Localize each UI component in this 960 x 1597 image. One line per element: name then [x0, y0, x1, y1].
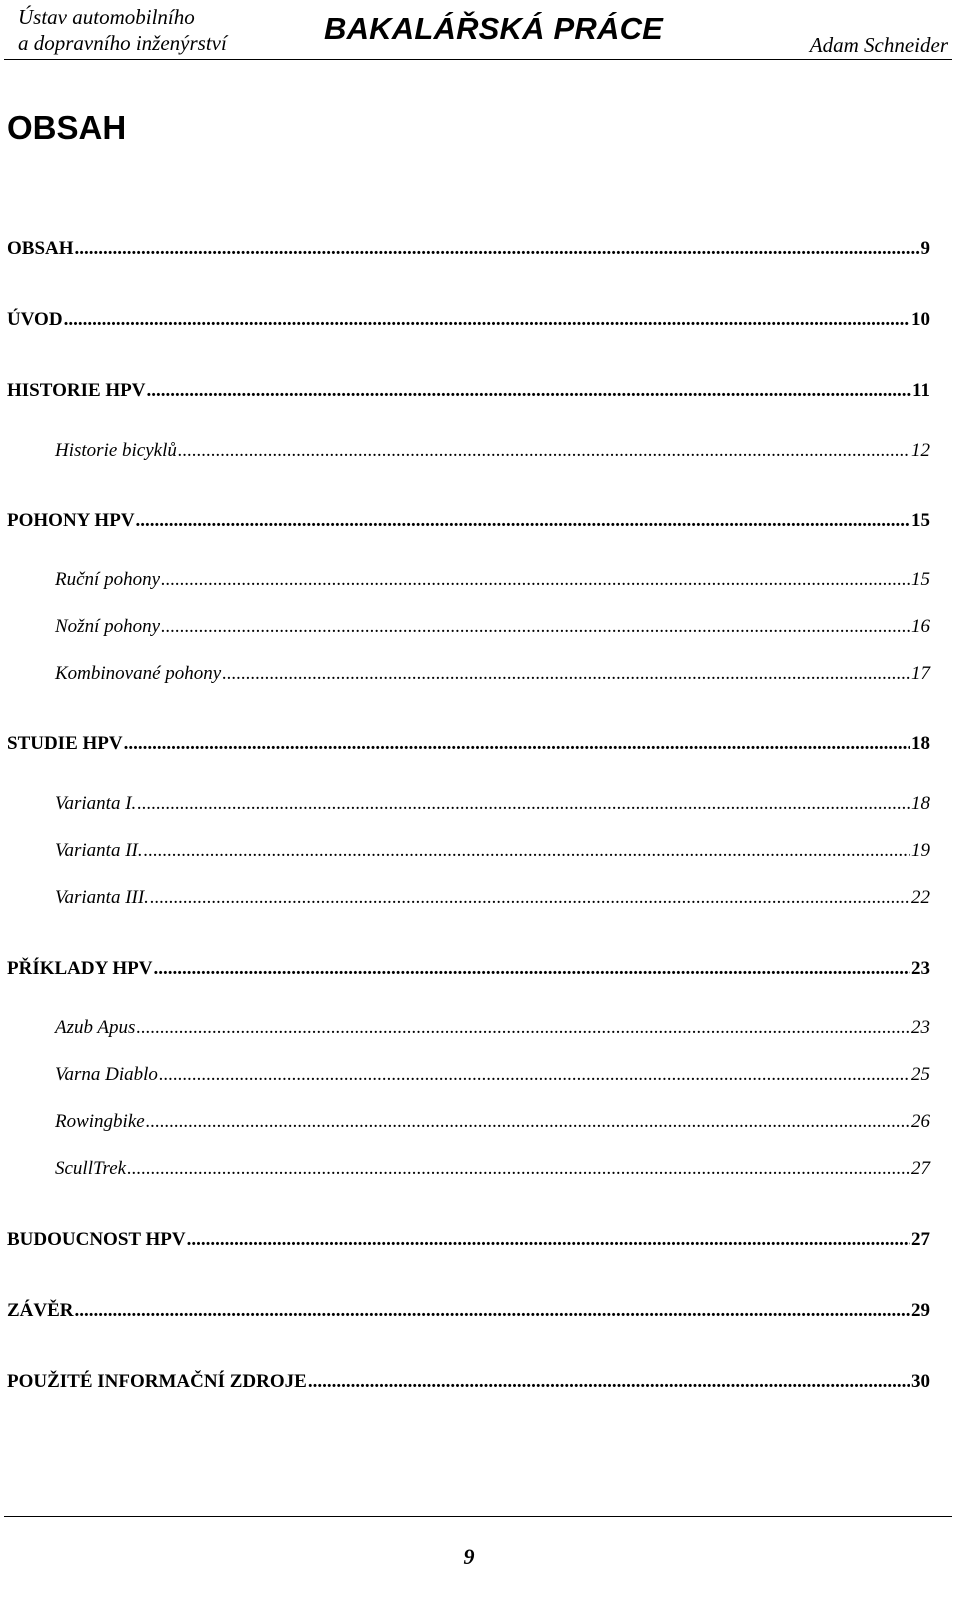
toc-entry-title: Varianta III.	[55, 887, 149, 908]
toc-entry-title: STUDIE HPV	[7, 733, 123, 754]
toc-entry[interactable]	[0, 616, 960, 644]
toc-entry-page: 22	[911, 887, 930, 908]
toc-leader-dots	[150, 887, 910, 909]
author-name: Adam Schneider	[809, 33, 948, 57]
toc-leader-dots	[146, 1111, 910, 1133]
toc-entry-title: ScullTrek	[55, 1158, 127, 1179]
toc-entry[interactable]	[0, 1371, 960, 1399]
toc-entry-title: Nožní pohony	[55, 616, 161, 637]
footer-divider	[4, 1516, 952, 1517]
institute-line-1: Ústav automobilního	[18, 5, 195, 29]
toc-entry[interactable]	[0, 1064, 960, 1092]
toc-entry-title: OBSAH	[7, 238, 74, 259]
toc-entry[interactable]	[0, 440, 960, 468]
toc-leader-dots	[161, 616, 910, 638]
toc-entry[interactable]	[0, 569, 960, 597]
toc-entry[interactable]	[0, 1111, 960, 1139]
toc-entry-title: Varianta II.	[55, 840, 143, 861]
toc-leader-dots	[127, 1158, 910, 1180]
toc-entry-title: ZÁVĚR	[7, 1300, 74, 1321]
page-title: OBSAH	[7, 109, 127, 146]
thesis-type-title: BAKALÁŘSKÁ PRÁCE	[324, 11, 664, 46]
toc-entry-title: Ruční pohony	[55, 569, 161, 590]
toc-leader-dots	[147, 380, 912, 402]
toc-entry-page: 12	[911, 440, 930, 461]
toc-entry-page: 29	[911, 1300, 930, 1321]
toc-entry[interactable]	[0, 238, 960, 266]
toc-leader-dots	[136, 510, 910, 532]
toc-entry[interactable]	[0, 380, 960, 408]
toc-entry-page: 9	[920, 238, 930, 259]
toc-entry[interactable]	[0, 1017, 960, 1045]
toc-entry-page: 25	[911, 1064, 930, 1085]
toc-entry-title: BUDOUCNOST HPV	[7, 1229, 186, 1250]
toc-entry-page: 23	[911, 958, 930, 979]
page-number: 9	[463, 1544, 475, 1569]
toc-entry-page: 27	[911, 1158, 930, 1179]
toc-entry[interactable]	[0, 958, 960, 986]
toc-entry-title: POHONY HPV	[7, 510, 135, 531]
institute-name	[18, 4, 227, 56]
header-divider	[4, 59, 952, 60]
toc-entry[interactable]	[0, 510, 960, 538]
page-header	[0, 0, 960, 62]
toc-entry-title: POUŽITÉ INFORMAČNÍ ZDROJE	[7, 1371, 307, 1392]
toc-entry-title: HISTORIE HPV	[7, 380, 146, 401]
toc-leader-dots	[222, 663, 910, 685]
toc-entry-title: PŘÍKLADY HPV	[7, 958, 153, 979]
toc-leader-dots	[75, 238, 920, 260]
toc-leader-dots	[154, 958, 911, 980]
toc-entry-title: Varianta I.	[55, 793, 137, 814]
toc-entry-page: 17	[911, 663, 930, 684]
toc-entry-page: 19	[911, 840, 930, 861]
toc-entry[interactable]	[0, 733, 960, 761]
toc-leader-dots	[75, 1300, 910, 1322]
toc-entry-title: Varna Diablo	[55, 1064, 158, 1085]
toc-entry-title: Historie bicyklů	[55, 440, 177, 461]
toc-entry-page: 26	[911, 1111, 930, 1132]
toc-entry[interactable]	[0, 1300, 960, 1328]
institute-line-2: a dopravního inženýrství	[18, 31, 227, 55]
toc-entry-page: 23	[911, 1017, 930, 1038]
toc-entry-title: Kombinované pohony	[55, 663, 222, 684]
toc-leader-dots	[144, 840, 910, 862]
toc-entry-page: 15	[911, 510, 930, 531]
toc-leader-dots	[308, 1371, 910, 1393]
toc-entry[interactable]	[0, 840, 960, 868]
toc-entry-page: 10	[911, 309, 930, 330]
toc-leader-dots	[64, 309, 910, 331]
toc-leader-dots	[187, 1229, 910, 1251]
toc-leader-dots	[161, 569, 910, 591]
toc-entry[interactable]	[0, 1229, 960, 1257]
toc-entry-page: 15	[911, 569, 930, 590]
toc-entry-page: 30	[911, 1371, 930, 1392]
toc-entry-page: 11	[912, 380, 930, 401]
toc-entry[interactable]	[0, 663, 960, 691]
toc-entry[interactable]	[0, 309, 960, 337]
toc-entry-page: 16	[911, 616, 930, 637]
toc-entry[interactable]	[0, 1158, 960, 1186]
toc-entry-title: ÚVOD	[7, 309, 63, 330]
toc-entry-title: Rowingbike	[55, 1111, 145, 1132]
toc-entry[interactable]	[0, 793, 960, 821]
toc-leader-dots	[136, 1017, 910, 1039]
toc-entry-page: 18	[911, 793, 930, 814]
toc-leader-dots	[124, 733, 910, 755]
toc-entry[interactable]	[0, 887, 960, 915]
toc-leader-dots	[159, 1064, 910, 1086]
toc-leader-dots	[178, 440, 910, 462]
toc-leader-dots	[137, 793, 910, 815]
toc-entry-title: Azub Apus	[55, 1017, 136, 1038]
toc-entry-page: 18	[911, 733, 930, 754]
toc-entry-page: 27	[911, 1229, 930, 1250]
